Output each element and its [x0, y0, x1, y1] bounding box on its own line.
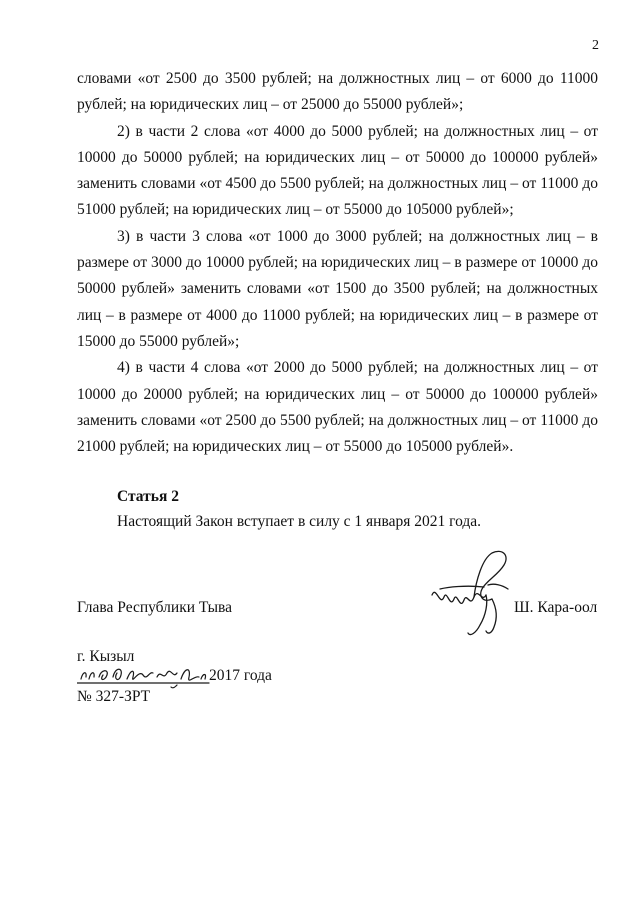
place-of-signing: г. Кызыл	[77, 648, 135, 665]
signature-image	[426, 545, 516, 640]
signatory-name: Ш. Кара-оол	[514, 599, 598, 616]
date-year: 2017 года	[209, 667, 272, 684]
paragraph-4: 4) в части 4 слова «от 2000 до 5000 рублей; на должностных лиц – от 10000 до 20000 рублей; на юридических лиц – от 50000 до 100000 рублей» заменить словами «от 2500 до 5500 рублей; на должностных лиц – от 11000 до 21000 рублей; на юридических лиц – от 55000 до 105000 рублей».	[77, 359, 598, 456]
paragraph-3: 3) в части 3 слова «от 1000 до 3000 рублей; на должностных лиц – в размере от 3000 до 10000 рублей; на юридических лиц – в размере от 10000 до 50000 рублей» заменить словами «от 1500 до 3500 рублей; на должностных лиц – в размере от 4000 до 11000 рублей; на юридических лиц – в размере от 15000 до 55000 рублей»;	[77, 227, 598, 350]
amendments-text	[77, 66, 598, 460]
article-heading: Статья 2	[117, 488, 179, 505]
paragraph-2: 2) в части 2 слова «от 4000 до 5000 рублей; на должностных лиц – от 10000 до 50000 рублей; на юридических лиц – от 50000 до 100000 рублей» заменить словами «от 4500 до 5500 рублей; на должностных лиц – от 11000 до 51000 рублей; на юридических лиц – от 55000 до 105000 рублей»;	[77, 122, 598, 219]
article-text: Настоящий Закон вступает в силу с 1 января 2021 года.	[117, 513, 482, 530]
paragraph-1: словами «от 2500 до 3500 рублей; на должностных лиц – от 6000 до 11000 рублей; на юридических лиц – от 25000 до 55000 рублей»;	[77, 70, 598, 114]
signatory-title: Глава Республики Тыва	[77, 599, 233, 616]
page-number: 2	[592, 38, 599, 53]
law-number: № 327-ЗРТ	[77, 688, 151, 705]
handwritten-date	[77, 663, 212, 689]
